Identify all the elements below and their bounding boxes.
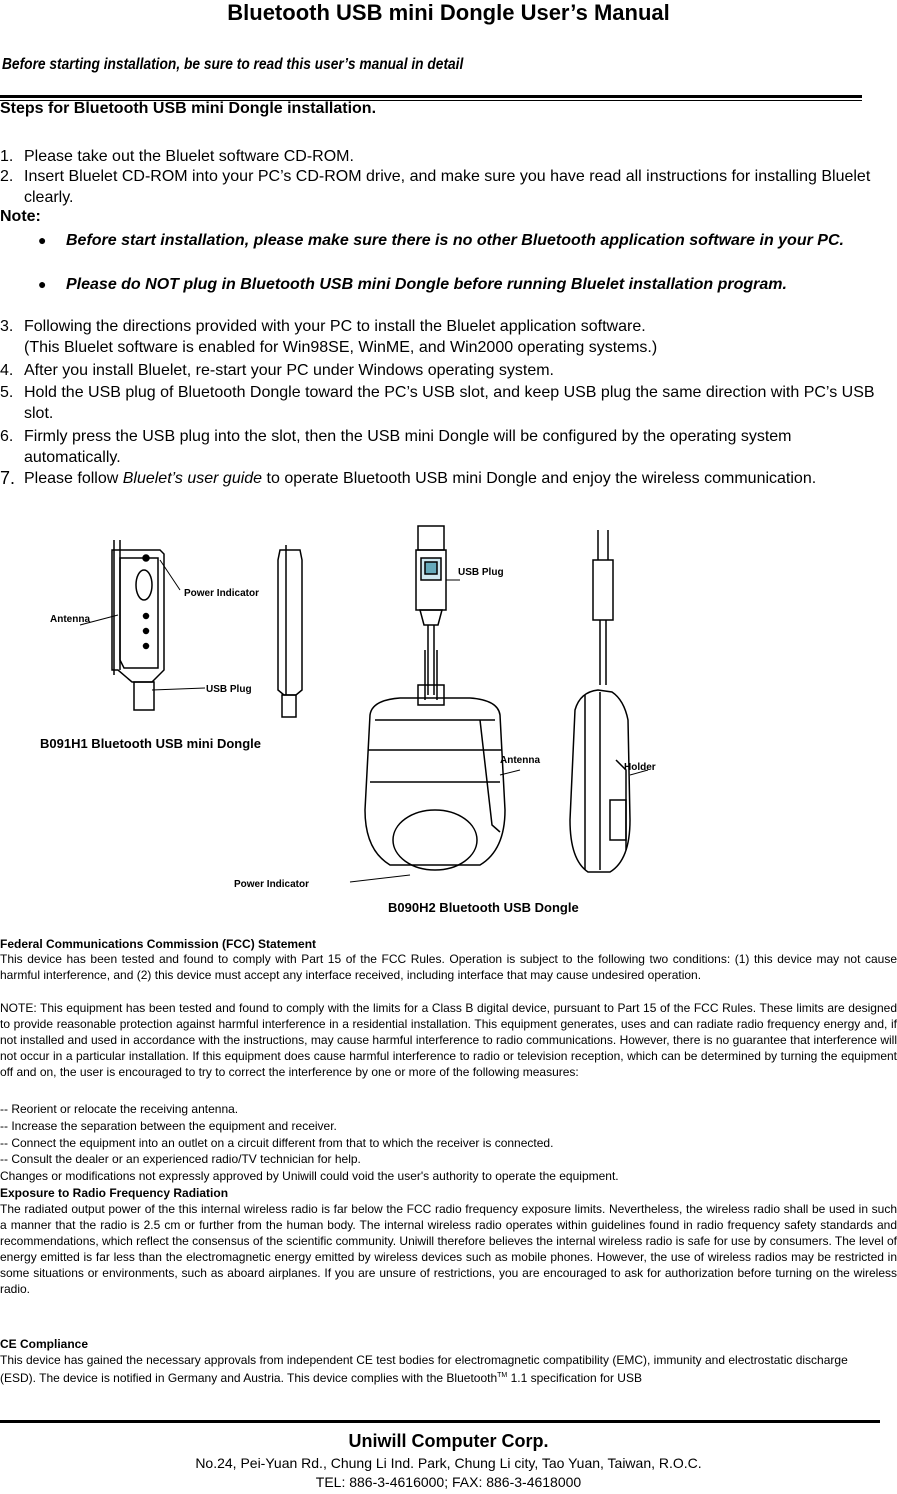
note-label: Note: (0, 208, 41, 225)
bullet-icon: ● (38, 276, 47, 292)
step-number: 2. (0, 168, 14, 185)
step-text-post: to operate Bluetooth USB mini Dongle and enjoy the wireless communication. (262, 470, 817, 487)
exposure-title: Exposure to Radio Frequency Radiation (0, 1186, 229, 1200)
dongle-side-drawing (570, 690, 648, 872)
fcc-measure-2: -- Increase the separation between the equipment and receiver. (0, 1119, 337, 1133)
power-indicator-label-2: Power Indicator (234, 879, 310, 890)
fcc-paragraph-3: Changes or modifications not expressly approved by Uniwill could void the user's authority to operate the equipment. (0, 1169, 619, 1183)
figure-caption-2: B090H2 Bluetooth USB Dongle (388, 900, 579, 915)
step-number: 7. (0, 468, 16, 488)
step-text: Hold the USB plug of Bluetooth Dongle toward the PC’s USB slot, and keep USB plug the same direction with PC’s USB slot. (24, 384, 875, 422)
footer-company: Uniwill Computer Corp. (348, 1431, 549, 1451)
fcc-measure-3: -- Connect the equipment into an outlet on a circuit different from that to which the receiver is connected. (0, 1136, 554, 1150)
footer-rule (0, 1420, 880, 1423)
step-number: 1. (0, 148, 14, 165)
step-text-pre: Please follow (24, 470, 123, 487)
step-text (24, 468, 824, 489)
figure-caption-1: B091H1 Bluetooth USB mini Dongle (40, 736, 262, 751)
step-text-note: (This Bluelet software is enabled for Win98SE, WinME, and Win2000 operating systems.) (24, 339, 658, 356)
fcc-paragraph-1: This device has been tested and found to comply with Part 15 of the FCC Rules. Operation is subject to the following two conditions: (1) this device may not cause harmful interference, and (2) this device must accept any interface received, including interface that may cause undesired operation. (0, 952, 897, 982)
note-bullet-2: Please do NOT plug in Bluetooth USB mini Dongle before running Bluelet installation program. (66, 276, 787, 293)
trademark-sup: TM (497, 1372, 508, 1379)
fcc-measure-4: -- Consult the dealer or an experienced radio/TV technician for help. (0, 1152, 361, 1166)
ce-text-pre: This device has gained the necessary approvals from independent CE test bodies for electromagnetic compatibility (EMC), immunity and electrostatic discharge (ESD). The device is notified in Germany and Austria. This device complies with the Bluetooth (0, 1353, 848, 1385)
right-cable-drawing (593, 530, 613, 685)
dongle-front-drawing (350, 650, 520, 882)
page-title: Bluetooth USB mini Dongle User’s Manual (227, 0, 670, 25)
bullet-icon: ● (38, 232, 47, 248)
usb-plug-drawing (416, 526, 460, 695)
fcc-title: Federal Communications Commission (FCC) Statement (0, 937, 317, 951)
usb-plug-label: USB Plug (206, 684, 252, 695)
exposure-text: The radiated output power of the this internal wireless radio is far below the FCC radio frequency exposure limits. Nevertheless, the wireless radio shall be used in such a manner that the radio is 2.5 cm or further from the human body. The internal wireless radio operates within guidelines found in radio frequency safety standards and recommendations, which reflect the consensus of the scientific community. Uniwill therefore believes the internal wireless radio is safe for use by consumers. The level of energy emitted is far less than the electromagnetic energy emitted by wireless devices such as mobile phones. However, the use of wireless radios may be restricted in some situations or environments, such as aboard airplanes. If you are unsure of restrictions, you are encouraged to ask for authorization before turning on the wireless radio. (0, 1202, 897, 1296)
steps-title: Steps for Bluetooth USB mini Dongle installation. (0, 100, 377, 117)
step-number: 3. (0, 318, 14, 335)
step-text: Firmly press the USB plug into the slot, then the USB mini Dongle will be configured by the operating system automatically. (24, 428, 792, 466)
ce-text (0, 1352, 880, 1386)
step-number: 4. (0, 362, 14, 379)
note-bullet-1: Before start installation, please make sure there is no other Bluetooth application software in your PC. (66, 232, 844, 249)
ce-text-post: 1.1 specification for USB (507, 1371, 642, 1385)
antenna-label: Antenna (50, 614, 90, 625)
dongle-figure (0, 520, 897, 920)
step-text: After you install Bluelet, re-start your PC under Windows operating system. (24, 362, 554, 379)
step-text: Insert Bluelet CD-ROM into your PC’s CD-ROM drive, and make sure you have read all instructions for installing Bluelet clearly. (24, 168, 871, 206)
footer-address: No.24, Pei-Yuan Rd., Chung Li Ind. Park, Chung Li city, Tao Yuan, Taiwan, R.O.C. (195, 1455, 702, 1471)
footer-contact: TEL: 886-3-4616000; FAX: 886-3-4618000 (315, 1474, 582, 1490)
mini-dongle-front-drawing (80, 540, 205, 710)
double-rule-top (0, 95, 862, 98)
power-indicator-label: Power Indicator (184, 588, 260, 599)
holder-label: Holder (624, 762, 656, 773)
ce-title: CE Compliance (0, 1337, 89, 1351)
step-number: 5. (0, 384, 14, 401)
step-text: Following the directions provided with your PC to install the Bluelet application software. (24, 318, 646, 335)
fcc-paragraph-2: NOTE: This equipment has been tested and found to comply with the limits for a Class B digital device, pursuant to Part 15 of the FCC Rules. These limits are designed to provide reasonable protection against harmful interference in a residential installation. This equipment generates, uses and can radiate radio frequency energy and, if not installed and used in accordance with the instructions, may cause harmful interference to radio communications. However, there is no guarantee that interference will not occur in a particular installation. If this equipment does cause harmful interference to radio or television reception, which can be determined by turning the equipment off and on, the user is encouraged to try to correct the interference by one or more of the following measures: (0, 1001, 897, 1079)
user-guide-ref: Bluelet’s user guide (122, 470, 263, 487)
step-text: Please take out the Bluelet software CD-ROM. (24, 148, 354, 165)
mini-dongle-side-drawing (278, 545, 302, 717)
page-subtitle: Before starting installation, be sure to read this user’s manual in detail (2, 56, 464, 73)
antenna-label-2: Antenna (500, 755, 540, 766)
step-number: 6. (0, 428, 14, 445)
fcc-measure-1: -- Reorient or relocate the receiving antenna. (0, 1102, 239, 1116)
usb-plug-label-2: USB Plug (458, 567, 504, 578)
